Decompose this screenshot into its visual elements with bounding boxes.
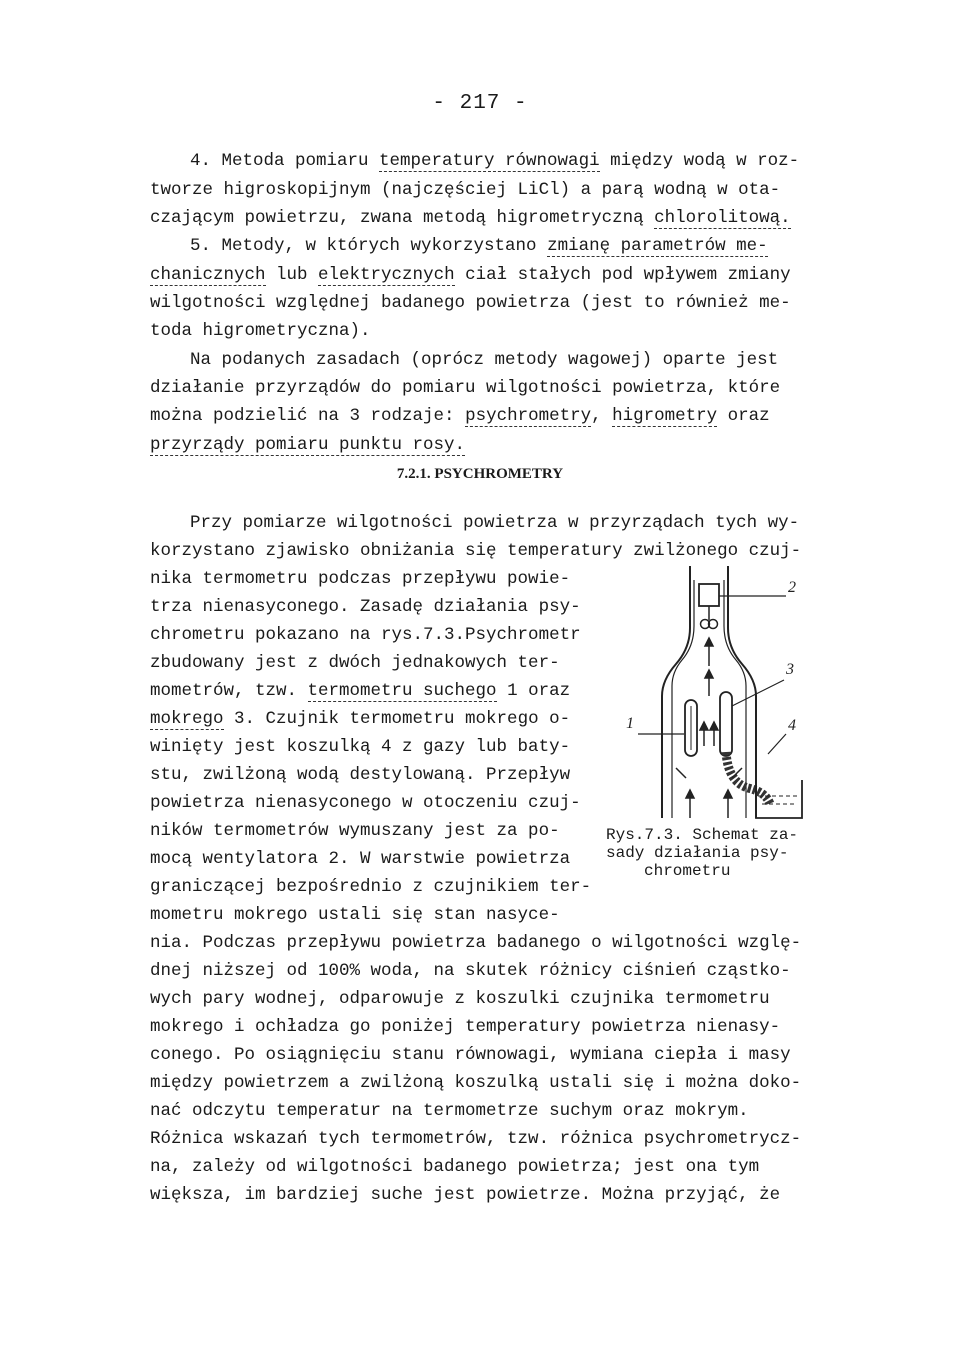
text-line	[150, 1126, 801, 1152]
text-run: ciał stałych pod wpływem zmiany	[454, 265, 791, 285]
text-run: lub	[265, 265, 319, 285]
text-line	[150, 818, 560, 844]
text-line	[150, 650, 560, 676]
text-run: na, zależy od wilgotności badanego powietrza; jest ona tym	[150, 1157, 760, 1177]
water-vessel	[756, 780, 802, 818]
underlined-term: elektrycznych	[318, 265, 455, 285]
text-line	[150, 177, 780, 203]
text-line	[150, 1154, 759, 1180]
label-1: 1	[626, 715, 634, 732]
text-line	[150, 846, 570, 872]
text-run: graniczącej bezpośrednio z czujnikiem ter-	[150, 877, 592, 897]
text-line	[150, 622, 581, 648]
text-line	[150, 874, 591, 900]
text-line	[150, 432, 465, 458]
text-run: można podzielić na 3 rodzaje:	[150, 406, 466, 426]
text-line	[150, 734, 570, 760]
page-number: - 217 -	[432, 92, 528, 115]
underlined-term: chanicznych	[150, 265, 266, 285]
text-run: ,	[591, 406, 613, 426]
text-run: trza nienasyconego. Zasadę działania psy-	[150, 597, 581, 617]
text-line	[190, 347, 778, 373]
text-line	[150, 1042, 791, 1068]
text-line	[190, 510, 799, 536]
figure-caption-line-2: sady działania psy-	[606, 844, 789, 862]
text-run: 5. Metody, w których wykorzystano	[190, 236, 548, 256]
text-run: stu, zwilżoną wodą destylowaną. Przepływ	[150, 765, 571, 785]
underlined-term: temperatury równowagi	[379, 151, 600, 171]
underlined-term: przyrządy pomiaru punktu rosy.	[150, 435, 466, 455]
text-run: dnej niższej od 100% woda, na skutek różnicy ciśnień cząstko-	[150, 961, 791, 981]
text-run: chrometru pokazano na rys.7.3.Psychrometr	[150, 625, 581, 645]
text-run: oraz	[717, 406, 770, 426]
psychrometer-diagram	[596, 556, 826, 826]
text-line	[150, 205, 791, 231]
text-run: czającym powietrzu, zwana metodą higrometryczną	[150, 208, 655, 228]
text-line	[150, 262, 791, 288]
text-line	[150, 290, 791, 316]
text-line	[190, 148, 799, 174]
text-line	[150, 318, 371, 344]
text-run: nać odczytu temperatur na termometrze suchym oraz mokrym.	[150, 1101, 749, 1121]
text-line	[150, 678, 570, 704]
wet-thermometer	[720, 692, 732, 756]
text-run: conego. Po osiągnięciu stanu równowagi, wymiana ciepła i masy	[150, 1045, 791, 1065]
text-line	[150, 790, 581, 816]
text-line	[150, 1182, 780, 1208]
underlined-term: chlorolitową.	[654, 208, 791, 228]
underlined-term: zmianę parametrów me-	[547, 236, 768, 256]
figure-caption-line-3: chrometru	[644, 862, 731, 880]
text-run: między powietrzem a zwilżoną koszulką ustali się i można doko-	[150, 1073, 802, 1093]
text-line	[190, 233, 768, 259]
text-line	[150, 1014, 780, 1040]
text-run: mocą wentylatora 2. W warstwie powietrza	[150, 849, 571, 869]
text-line	[150, 902, 560, 928]
underlined-term: mokrego	[150, 709, 224, 729]
underlined-term: termometru suchego	[307, 681, 497, 701]
text-run: Na podanych zasadach (oprócz metody wagowej) oparte jest	[190, 350, 779, 370]
text-run: toda higrometryczna).	[150, 321, 371, 341]
casing-left-wall	[662, 566, 690, 818]
text-line	[150, 706, 570, 732]
text-run: 3. Czujnik termometru mokrego o-	[223, 709, 571, 729]
text-line	[150, 986, 770, 1012]
label-2: 2	[788, 579, 796, 596]
text-run: Przy pomiarze wilgotności powietrza w przyrządach tych wy-	[190, 513, 800, 533]
text-run: mokrego i ochładza go poniżej temperatury powietrza nienasy-	[150, 1017, 781, 1037]
section-heading: 7.2.1. PSYCHROMETRY	[396, 466, 564, 482]
fan-motor	[699, 584, 719, 606]
text-run: wilgotności względnej badanego powietrza (jest to również me-	[150, 293, 791, 313]
text-run: Różnica wskazań tych termometrów, tzw. różnica psychrometrycz-	[150, 1129, 802, 1149]
text-run: powietrza nienasyconego w otoczeniu czuj-	[150, 793, 581, 813]
text-line	[150, 762, 570, 788]
text-run: nika termometru podczas przepływu powie-	[150, 569, 571, 589]
label-3: 3	[786, 661, 794, 678]
text-run: między wodą w roz-	[599, 151, 800, 171]
text-line	[150, 566, 570, 592]
text-run: działanie przyrządów do pomiaru wilgotności powietrza, które	[150, 378, 781, 398]
text-line	[150, 958, 791, 984]
figure-caption-line-1: Rys.7.3. Schemat za-	[606, 826, 799, 844]
text-line	[150, 1070, 801, 1096]
text-run: mometru mokrego ustali się stan nasyce-	[150, 905, 560, 925]
underlined-term: higrometry	[612, 406, 718, 426]
text-line	[150, 594, 581, 620]
text-run: tworze higroskopijnym (najczęściej LiCl) a parą wodną w ota-	[150, 180, 781, 200]
text-line	[150, 403, 770, 429]
text-run: korzystano zjawisko obniżania się temperatury zwilżonego czuj-	[150, 541, 802, 561]
text-run: nia. Podczas przepływu powietrza badanego o wilgotności wzglę-	[150, 933, 802, 953]
text-line	[150, 1098, 749, 1124]
text-run: 4. Metoda pomiaru	[190, 151, 380, 171]
text-line	[150, 930, 801, 956]
text-run: wych pary wodnej, odparowuje z koszulki czujnika termometru	[150, 989, 770, 1009]
label-4: 4	[788, 717, 796, 734]
text-line	[150, 375, 780, 401]
text-run: mometrów, tzw.	[150, 681, 308, 701]
text-run: zbudowany jest z dwóch jednakowych ter-	[150, 653, 560, 673]
underlined-term: psychrometry	[465, 406, 592, 426]
text-run: większa, im bardziej suche jest powietrze. Można przyjąć, że	[150, 1185, 781, 1205]
text-run: 1 oraz	[496, 681, 571, 701]
text-run: winięty jest koszulką 4 z gazy lub baty-	[150, 737, 571, 757]
text-run: ników termometrów wymuszany jest za po-	[150, 821, 560, 841]
